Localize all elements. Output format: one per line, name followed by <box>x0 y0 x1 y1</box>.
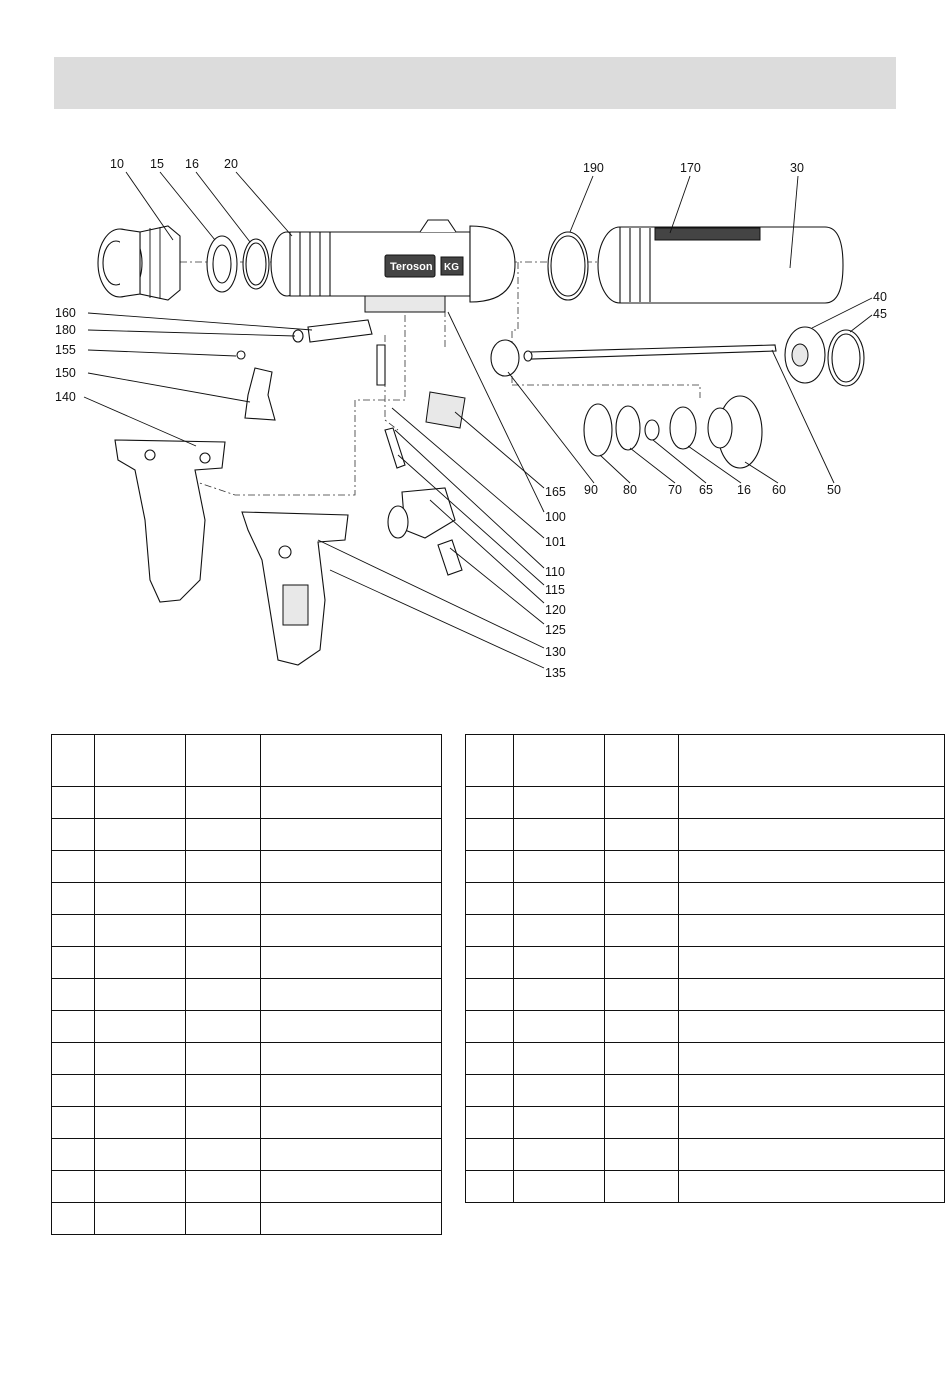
part-70-valve <box>616 406 640 450</box>
callout-190 <box>570 161 604 232</box>
table-cell <box>95 1107 186 1139</box>
table-cell <box>679 1171 945 1203</box>
table-cell <box>466 1075 514 1107</box>
svg-text:10: 10 <box>110 157 124 171</box>
part-65-seal <box>645 420 659 440</box>
table-cell <box>186 735 261 787</box>
callout-160 <box>55 306 312 330</box>
table-cell <box>605 1011 679 1043</box>
table-cell <box>514 851 605 883</box>
table-cell <box>466 735 514 787</box>
table-cell <box>679 819 945 851</box>
part-16-o-ring-front <box>243 239 269 289</box>
parts-table-left-row <box>52 883 442 915</box>
table-cell <box>95 819 186 851</box>
table-cell <box>186 1043 261 1075</box>
svg-text:120: 120 <box>545 603 566 617</box>
svg-text:20: 20 <box>224 157 238 171</box>
table-cell <box>605 883 679 915</box>
table-cell <box>514 1171 605 1203</box>
part-90-disk <box>491 340 519 376</box>
part-110-air-valve <box>377 345 405 468</box>
table-cell <box>679 1043 945 1075</box>
table-cell <box>605 1075 679 1107</box>
callout-16 <box>185 157 250 242</box>
svg-text:90: 90 <box>584 483 598 497</box>
table-cell <box>466 787 514 819</box>
callout-70 <box>630 448 682 497</box>
table-cell <box>605 979 679 1011</box>
table-cell <box>679 851 945 883</box>
svg-text:101: 101 <box>545 535 566 549</box>
part-16-o-ring-rear <box>670 407 696 449</box>
part-190-o-ring <box>548 232 588 300</box>
table-cell <box>52 1011 95 1043</box>
table-cell <box>261 735 442 787</box>
callout-45 <box>850 307 887 332</box>
table-cell <box>679 1107 945 1139</box>
parts-table-left-row <box>52 787 442 819</box>
table-cell <box>186 787 261 819</box>
table-cell <box>52 819 95 851</box>
table-cell <box>605 1107 679 1139</box>
table-cell <box>605 947 679 979</box>
parts-table-left-header-row <box>52 735 442 787</box>
parts-table-right-row <box>466 1107 945 1139</box>
table-cell <box>261 851 442 883</box>
table-cell <box>605 735 679 787</box>
part-80-spider <box>584 404 612 456</box>
table-cell <box>261 979 442 1011</box>
svg-text:16: 16 <box>737 483 751 497</box>
parts-table-left-row <box>52 1043 442 1075</box>
parts-table-right <box>465 734 945 1203</box>
table-cell <box>261 1203 442 1235</box>
table-cell <box>95 1075 186 1107</box>
part-20-barrel-body <box>271 220 515 312</box>
callout-135 <box>330 570 566 680</box>
parts-table-right-row <box>466 947 945 979</box>
callout-140 <box>55 390 196 446</box>
parts-table-right-row <box>466 1043 945 1075</box>
part-45-piston-ring <box>828 330 864 386</box>
table-cell <box>605 851 679 883</box>
table-cell <box>261 1011 442 1043</box>
svg-text:100: 100 <box>545 510 566 524</box>
table-cell <box>679 735 945 787</box>
callout-150 <box>55 366 250 402</box>
svg-text:70: 70 <box>668 483 682 497</box>
svg-text:65: 65 <box>699 483 713 497</box>
table-cell <box>52 947 95 979</box>
table-cell <box>261 787 442 819</box>
svg-text:125: 125 <box>545 623 566 637</box>
table-cell <box>466 979 514 1011</box>
table-cell <box>95 787 186 819</box>
callout-180 <box>55 323 295 337</box>
table-cell <box>679 915 945 947</box>
table-cell <box>95 735 186 787</box>
parts-table-right-row <box>466 1075 945 1107</box>
table-cell <box>261 1171 442 1203</box>
callout-20 <box>224 157 292 236</box>
table-cell <box>514 819 605 851</box>
table-cell <box>466 915 514 947</box>
parts-table-right-row <box>466 1011 945 1043</box>
svg-text:135: 135 <box>545 666 566 680</box>
svg-text:110: 110 <box>545 565 565 579</box>
table-cell <box>186 819 261 851</box>
part-10-end-nut <box>98 226 180 300</box>
callout-155 <box>55 343 236 357</box>
table-cell <box>95 947 186 979</box>
table-cell <box>514 915 605 947</box>
table-cell <box>52 1075 95 1107</box>
table-cell <box>52 1139 95 1171</box>
table-cell <box>95 1171 186 1203</box>
table-cell <box>186 1171 261 1203</box>
part-15-plate <box>207 236 237 292</box>
parts-table-left-row <box>52 819 442 851</box>
table-cell <box>186 1203 261 1235</box>
table-cell <box>52 1171 95 1203</box>
table-cell <box>466 1171 514 1203</box>
table-cell <box>514 787 605 819</box>
parts-table-left-row <box>52 1011 442 1043</box>
svg-text:160: 160 <box>55 306 76 320</box>
parts-table-right-row <box>466 851 945 883</box>
part-160-valve-stem <box>293 320 372 342</box>
table-cell <box>679 883 945 915</box>
table-cell <box>186 883 261 915</box>
table-cell <box>261 915 442 947</box>
table-cell <box>514 1075 605 1107</box>
table-cell <box>186 1107 261 1139</box>
svg-text:180: 180 <box>55 323 76 337</box>
table-cell <box>52 979 95 1011</box>
table-cell <box>261 819 442 851</box>
table-cell <box>52 915 95 947</box>
parts-table-left-row <box>52 947 442 979</box>
brand-label: Teroson <box>390 261 433 273</box>
table-cell <box>261 1043 442 1075</box>
parts-table-left-row <box>52 915 442 947</box>
parts-table-right-row <box>466 1139 945 1171</box>
svg-text:50: 50 <box>827 483 841 497</box>
part-handle-assembly <box>242 512 348 665</box>
table-cell <box>261 1107 442 1139</box>
table-cell <box>52 787 95 819</box>
parts-table-right-row <box>466 915 945 947</box>
parts-table-left-row <box>52 1075 442 1107</box>
part-40-piston <box>785 327 825 383</box>
table-cell <box>679 947 945 979</box>
svg-text:80: 80 <box>623 483 637 497</box>
svg-text:140: 140 <box>55 390 76 404</box>
table-cell <box>52 1043 95 1075</box>
table-cell <box>605 1043 679 1075</box>
table-cell <box>52 1107 95 1139</box>
svg-text:40: 40 <box>873 290 887 304</box>
table-cell <box>605 787 679 819</box>
svg-text:60: 60 <box>772 483 786 497</box>
svg-text:16: 16 <box>185 157 199 171</box>
part-60-end-cap <box>708 396 762 468</box>
table-cell <box>679 1011 945 1043</box>
table-cell <box>466 819 514 851</box>
svg-text:115: 115 <box>545 583 565 597</box>
table-cell <box>95 1011 186 1043</box>
table-cell <box>605 915 679 947</box>
svg-text:15: 15 <box>150 157 164 171</box>
part-165-pad <box>426 392 465 428</box>
parts-table-right-row <box>466 883 945 915</box>
table-cell <box>52 883 95 915</box>
table-cell <box>186 947 261 979</box>
table-cell <box>52 735 95 787</box>
parts-table-left-row <box>52 1203 442 1235</box>
table-cell <box>186 851 261 883</box>
table-cell <box>186 1011 261 1043</box>
table-cell <box>466 851 514 883</box>
table-cell <box>679 1075 945 1107</box>
table-cell <box>466 1011 514 1043</box>
table-cell <box>261 1139 442 1171</box>
svg-text:155: 155 <box>55 343 76 357</box>
table-cell <box>679 1139 945 1171</box>
parts-table-left-row <box>52 851 442 883</box>
table-cell <box>52 851 95 883</box>
table-cell <box>261 883 442 915</box>
table-cell <box>514 1043 605 1075</box>
parts-table-right-row <box>466 979 945 1011</box>
table-cell <box>514 1107 605 1139</box>
table-cell <box>52 1203 95 1235</box>
model-label: KG <box>444 262 459 273</box>
table-cell <box>186 979 261 1011</box>
parts-table-left-row <box>52 1139 442 1171</box>
table-cell <box>466 947 514 979</box>
table-cell <box>514 735 605 787</box>
table-cell <box>605 1139 679 1171</box>
part-30-cartridge-tube <box>598 227 843 303</box>
table-cell <box>466 1139 514 1171</box>
table-cell <box>95 1043 186 1075</box>
table-cell <box>514 947 605 979</box>
table-cell <box>261 947 442 979</box>
table-cell <box>95 1203 186 1235</box>
svg-text:150: 150 <box>55 366 76 380</box>
table-cell <box>466 1107 514 1139</box>
table-cell <box>514 883 605 915</box>
table-cell <box>95 915 186 947</box>
table-cell <box>95 1139 186 1171</box>
parts-table-left-row <box>52 1171 442 1203</box>
svg-text:130: 130 <box>545 645 566 659</box>
part-50-piston-rod <box>524 345 776 361</box>
table-cell <box>186 1139 261 1171</box>
svg-text:45: 45 <box>873 307 887 321</box>
table-cell <box>466 883 514 915</box>
parts-table-left <box>51 734 442 1235</box>
callout-80 <box>600 455 637 497</box>
parts-table-right-row <box>466 1171 945 1203</box>
part-150-trigger <box>237 351 275 420</box>
table-cell <box>605 819 679 851</box>
table-cell <box>95 979 186 1011</box>
callout-170 <box>670 161 701 233</box>
svg-text:170: 170 <box>680 161 701 175</box>
table-cell <box>186 1075 261 1107</box>
part-125-fitting <box>438 540 462 575</box>
parts-table-left-row <box>52 979 442 1011</box>
table-cell <box>514 1139 605 1171</box>
part-140-handle <box>115 440 225 602</box>
table-cell <box>466 1043 514 1075</box>
parts-table-right-row <box>466 787 945 819</box>
table-cell <box>514 1011 605 1043</box>
callout-60 <box>745 462 786 497</box>
parts-table-left-row <box>52 1107 442 1139</box>
table-cell <box>95 883 186 915</box>
parts-table-right-header-row <box>466 735 945 787</box>
table-cell <box>605 1171 679 1203</box>
table-cell <box>514 979 605 1011</box>
parts-table-right-row <box>466 819 945 851</box>
svg-text:165: 165 <box>545 485 566 499</box>
table-cell <box>186 915 261 947</box>
table-cell <box>261 1075 442 1107</box>
table-cell <box>679 787 945 819</box>
svg-text:30: 30 <box>790 161 804 175</box>
table-cell <box>679 979 945 1011</box>
svg-text:190: 190 <box>583 161 604 175</box>
table-cell <box>95 851 186 883</box>
